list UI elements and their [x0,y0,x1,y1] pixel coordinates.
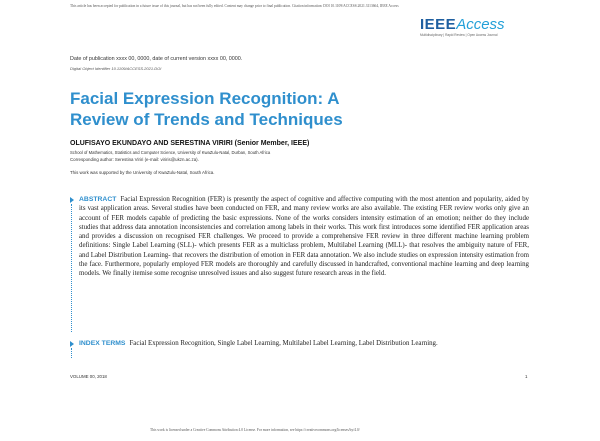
index-terms-marker-icon [70,341,74,347]
logo-tagline: Multidisciplinary | Rapid Review | Open Access Journal [420,33,498,37]
license-notice: This work is licensed under a Creative Commons Attribution 4.0 License. For more information, see https://creativecommons.org/licenses/by/4.0/ [150,428,360,432]
abstract-marker-icon [70,197,74,203]
index-terms-block [79,339,529,348]
funding-note: This work was supported by the University of KwaZulu-Natal, South Africa. [70,170,215,175]
abstract-label: ABSTRACT [79,196,117,203]
volume-label: VOLUME 00, 2018 [70,374,107,379]
author-list: OLUFISAYO EKUNDAYO AND SERESTINA VIRIRI (Senior Member, IEEE) [70,140,310,147]
page-number: 1 [525,374,528,379]
ieee-access-logo [420,16,538,36]
affiliation: School of Mathematics, Statistics and Computer Science, University of KwaZulu-Natal, Durban, South Africa [70,150,271,155]
index-terms-label: INDEX TERMS [79,340,126,347]
paper-title: Facial Expression Recognition: A Review of Trends and Techniques [70,89,343,129]
publication-notice: This article has been accepted for publication in a future issue of this journal, but has not been fully edited. Content may change prior to final publication. Citation information: DOI 10.1109/ACCESS.2021.3113664, IEEE Access [70,4,399,8]
corresponding-author: Corresponding author: Serestina Viriri (e-mail: viriris@ukzn.ac.za). [70,157,199,162]
abstract-rule [71,204,73,332]
abstract-text: Facial Expression Recognition (FER) is presently the aspect of cognitive and affective computing with the most attention and popularity, aided by its vast application areas. Several studies have been conducted on FER, and many review works are also available. The existing FER review works only give an account of FER models capable of predicting the basic expressions. None of the works considers intensity estimation of an emotion; neither do they include studies that address data annotation inconsistencies and correlation among labels in their works. This work first introduces some identified FER application areas and provides a discussion on recognised FER challenges. We proceed to provide a comprehensive FER review in three different machine learning problem definitions: Single Label Learning (SLL)- which presents FER as a multiclass problem, Multilabel Learning (MLL)- that resolves the ambiguity nature of FER, and Label Distribution Learning- that recovers the distribution of emotion in FER data annotation. We also include studies on expression intensity estimation from the face. Furthermore, popularly employed FER models are thoroughly and carefully discussed in handcrafted, conventional machine learning and deep learning models. We finally itemise some recognise unresolved issues and also suggest future research areas in the field. [79,196,529,278]
abstract-block [79,195,529,279]
logo-ieee-text: IEEE [420,16,457,33]
logo-access-text: Access [456,16,505,33]
doi-line: Digital Object Identifier 10.1109/ACCESS.2021.DOI [70,66,162,71]
index-terms-text: Facial Expression Recognition, Single Label Learning, Multilabel Label Learning, Label Distribution Learning. [129,340,438,347]
index-terms-rule [71,348,73,358]
publication-dates: Date of publication xxxx 00, 0000, date of current version xxxx 00, 0000. [70,56,243,62]
